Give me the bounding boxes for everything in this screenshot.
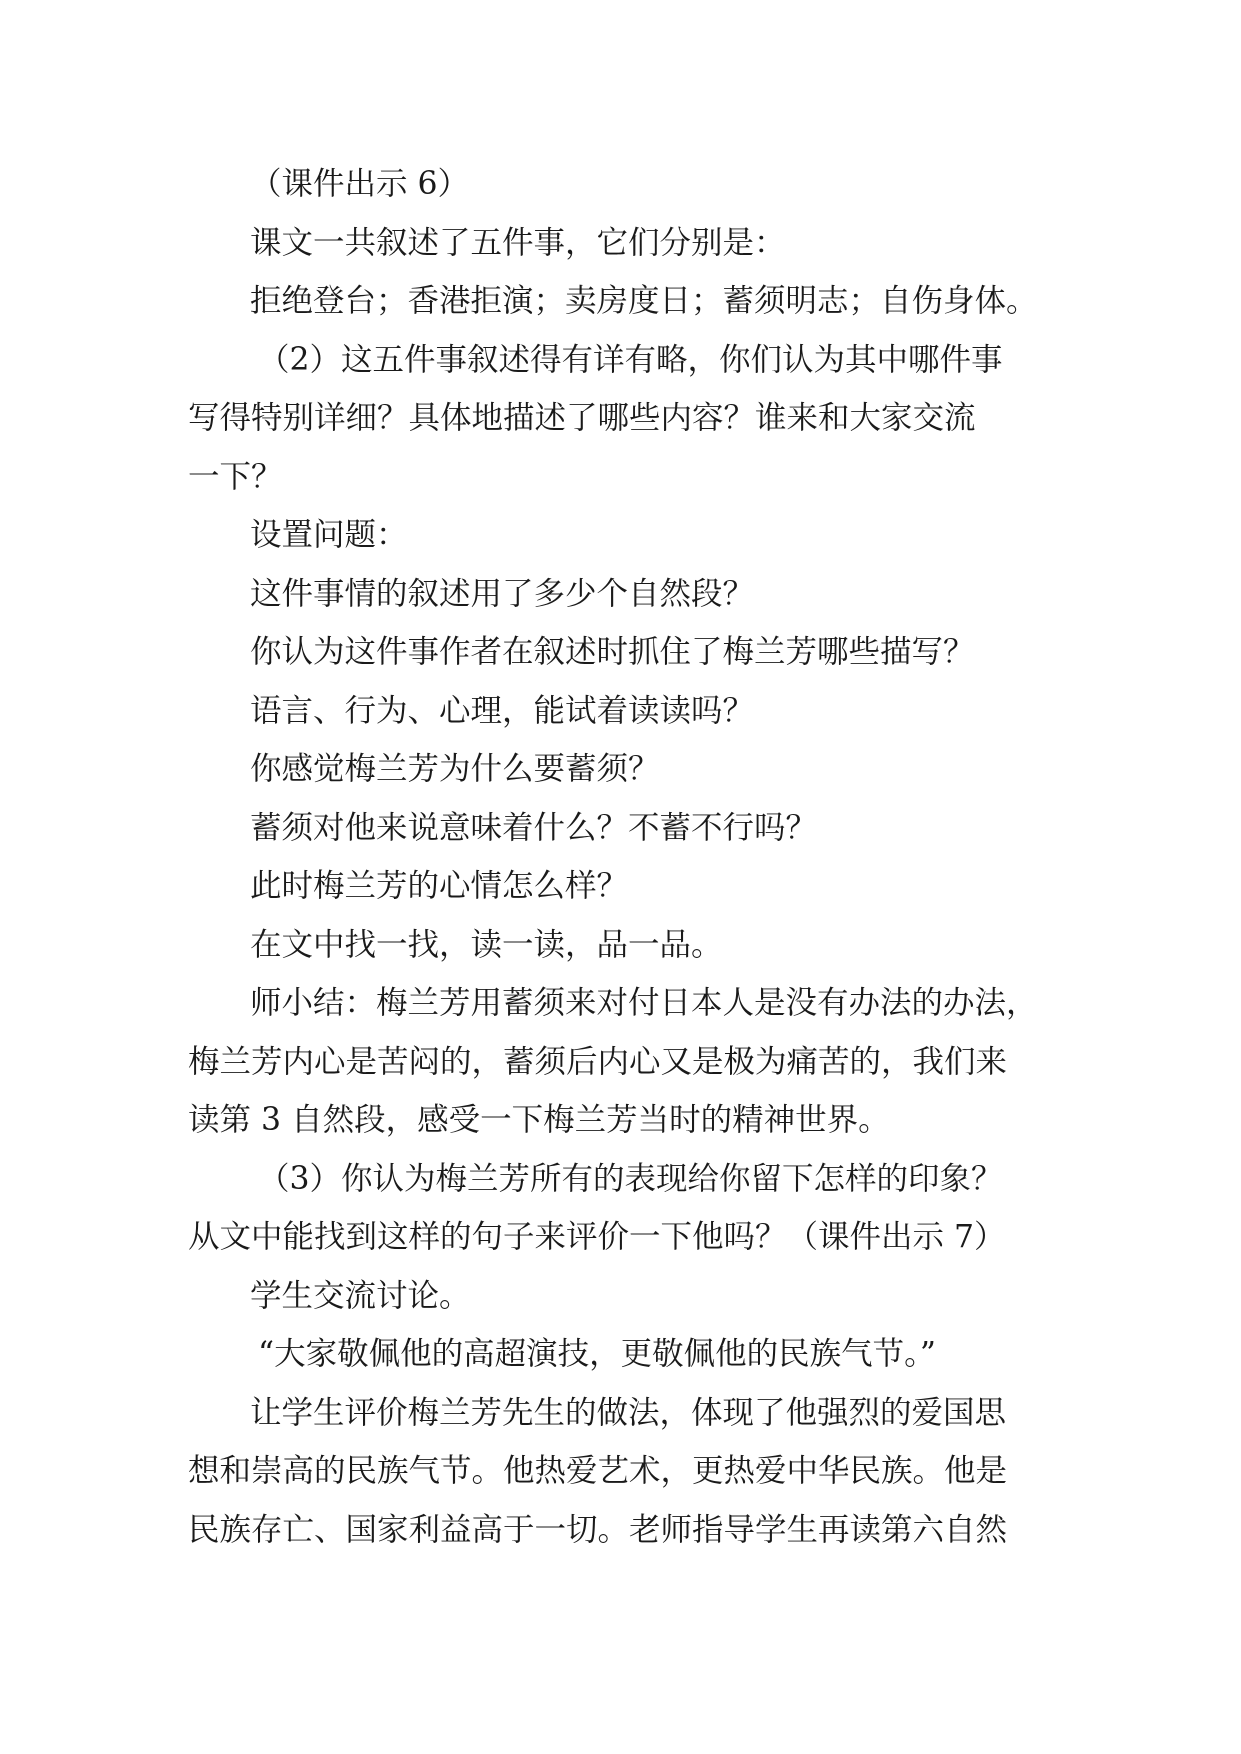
text-line: 民族存亡、国家利益高于一切。老师指导学生再读第六自然 — [188, 1511, 1008, 1548]
text-line: 设置问题： — [250, 517, 408, 553]
text-line: 让学生评价梅兰芳先生的做法，体现了他强烈的爱国思 — [250, 1394, 1007, 1431]
text-line: 语言、行为、心理，能试着读读吗？ — [250, 692, 755, 729]
text-line: 你认为这件事作者在叙述时抓住了梅兰芳哪些描写？ — [250, 634, 975, 670]
text-line: 读第 3 自然段，感受一下梅兰芳当时的精神世界。 — [188, 1102, 890, 1138]
text-line: 在文中找一找，读一读，品一品。 — [250, 926, 723, 963]
text-line: 你感觉梅兰芳为什么要蓄须？ — [250, 751, 660, 787]
text-line: 拒绝登台；香港拒演；卖房度日；蓄须明志；自伤身体。 — [250, 283, 1038, 319]
text-line: 蓄须对他来说意味着什么？不蓄不行吗？ — [250, 809, 818, 846]
text-line: （2）这五件事叙述得有详有略，你们认为其中哪件事 — [258, 341, 1003, 378]
text-line: 写得特别详细？具体地描述了哪些内容？谁来和大家交流 — [188, 400, 976, 436]
text-line: （3）你认为梅兰芳所有的表现给你留下怎样的印象？ — [258, 1160, 1003, 1197]
text-line: 一下？ — [188, 458, 283, 495]
text-line: “大家敬佩他的高超演技，更敬佩他的民族气节。” — [258, 1336, 936, 1372]
text-line: 师小结：梅兰芳用蓄须来对付日本人是没有办法的办法， — [250, 985, 1038, 1021]
text-line: 学生交流讨论。 — [250, 1277, 471, 1314]
text-line: 梅兰芳内心是苦闷的，蓄须后内心又是极为痛苦的，我们来 — [188, 1043, 1008, 1080]
text-line: 课文一共叙述了五件事，它们分别是： — [250, 224, 786, 261]
text-line: 这件事情的叙述用了多少个自然段？ — [250, 575, 755, 612]
text-line: 想和崇高的民族气节。他热爱艺术，更热爱中华民族。他是 — [188, 1453, 1008, 1489]
text-line: （课件出示 6） — [250, 166, 470, 202]
text-line: 此时梅兰芳的心情怎么样？ — [250, 868, 629, 904]
text-line: 从文中能找到这样的句子来评价一下他吗？（课件出示 7） — [188, 1219, 1006, 1255]
